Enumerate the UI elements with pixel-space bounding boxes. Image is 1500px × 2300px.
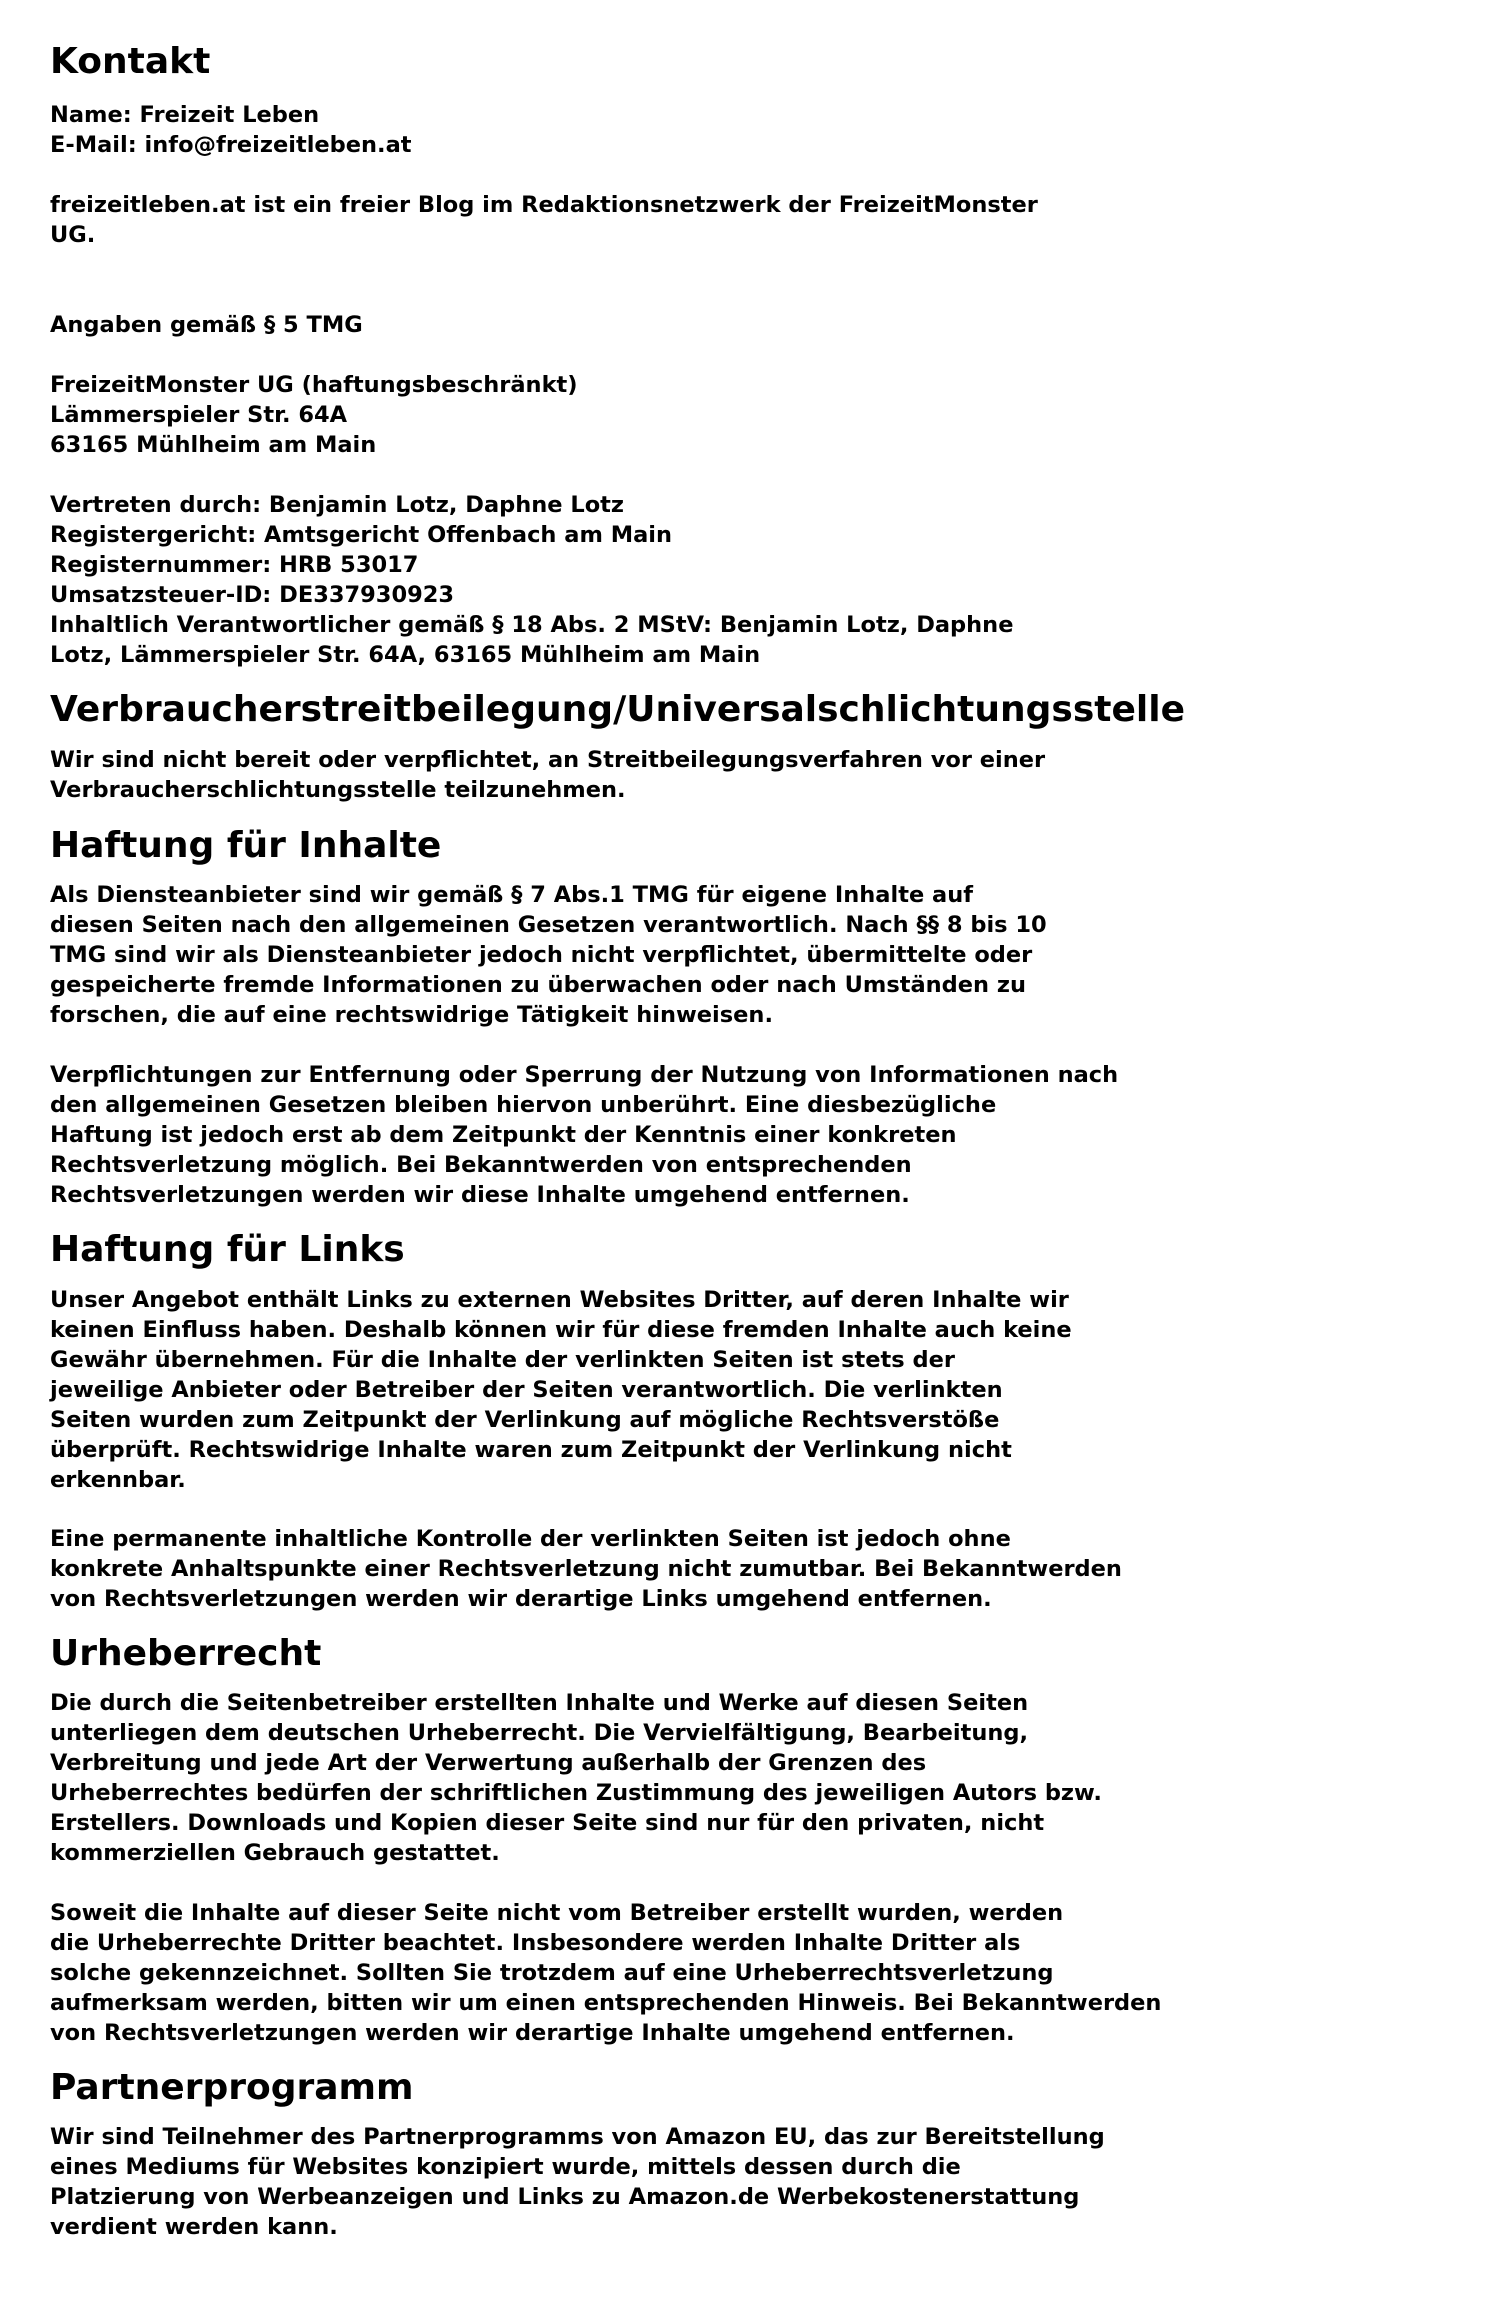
urheber-p2-line: von Rechtsverletzungen werden wir derartige Inhalte umgehend entfernen. (50, 2020, 1015, 2046)
links-p1-line: keinen Einfluss haben. Deshalb können wir für diese fremden Inhalte auch keine (50, 1317, 1072, 1343)
kontakt-blog-line: UG. (50, 222, 96, 248)
verbraucher-line: Verbraucherschlichtungsstelle teilzunehmen. (50, 777, 626, 803)
kontakt-email-link[interactable]: info@freizeitleben.at (144, 132, 412, 158)
urheber-p1-line: Urheberrechtes bedürfen der schriftlichen Zustimmung des jeweiligen Autors bzw. (50, 1780, 1102, 1806)
urheber-paragraph-1 (50, 1688, 1102, 1868)
urheber-p1-line: Erstellers. Downloads und Kopien dieser Seite sind nur für den privaten, nicht (50, 1810, 1045, 1836)
inhalte-p2-line: Haftung ist jedoch erst ab dem Zeitpunkt der Kenntnis einer konkreten (50, 1122, 957, 1148)
urheber-paragraph-2 (50, 1898, 1161, 2048)
urheber-p2-line: Soweit die Inhalte auf dieser Seite nicht vom Betreiber erstellt wurden, werden (50, 1900, 1064, 1926)
inhalte-p1-line: TMG sind wir als Diensteanbieter jedoch nicht verpflichtet, übermittelte oder (50, 942, 1033, 968)
details-line: Inhaltlich Verantwortlicher gemäß § 18 Abs. 2 MStV: Benjamin Lotz, Daphne (50, 612, 1014, 638)
links-heading: Haftung für Links (50, 1229, 405, 1270)
kontakt-blog-line: freizeitleben.at ist ein freier Blog im Redaktionsnetzwerk der FreizeitMonster (50, 192, 1038, 218)
partner-heading: Partnerprogramm (50, 2067, 414, 2108)
address-line: Lämmerspieler Str. 64A (50, 402, 348, 428)
urheber-p1-line: Die durch die Seitenbetreiber erstellten Inhalte und Werke auf diesen Seiten (50, 1690, 1029, 1716)
angaben-details (50, 490, 1013, 670)
inhalte-p1-line: gespeicherte fremde Informationen zu überwachen oder nach Umständen zu (50, 972, 1027, 998)
kontakt-email-label: E-Mail: (50, 132, 145, 158)
kontakt-blog-text (50, 190, 1038, 250)
inhalte-p1-line: diesen Seiten nach den allgemeinen Gesetzen verantwortlich. Nach §§ 8 bis 10 (50, 912, 1047, 938)
inhalte-p1-line: Als Diensteanbieter sind wir gemäß § 7 Abs.1 TMG für eigene Inhalte auf (50, 882, 974, 908)
kontakt-details (50, 100, 412, 160)
address-line: 63165 Mühlheim am Main (50, 432, 377, 458)
inhalte-p2-line: den allgemeinen Gesetzen bleiben hiervon unberührt. Eine diesbezügliche (50, 1092, 997, 1118)
links-p2-line: von Rechtsverletzungen werden wir derartige Links umgehend entfernen. (50, 1586, 992, 1612)
inhalte-p2-line: Rechtsverletzungen werden wir diese Inhalte umgehend entfernen. (50, 1182, 910, 1208)
inhalte-paragraph-2 (50, 1060, 1118, 1210)
links-p1-line: Gewähr übernehmen. Für die Inhalte der verlinkten Seiten ist stets der (50, 1347, 955, 1373)
verbraucher-heading: Verbraucherstreitbeilegung/Universalschlichtungsstelle (50, 689, 1185, 730)
angaben-title (50, 310, 363, 340)
urheber-p1-line: kommerziellen Gebrauch gestattet. (50, 1840, 500, 1866)
urheber-p2-line: solche gekennzeichnet. Sollten Sie trotzdem auf eine Urheberrechtsverletzung (50, 1960, 1054, 1986)
links-p1-line: erkennbar. (50, 1467, 186, 1493)
verbraucher-line: Wir sind nicht bereit oder verpflichtet, an Streitbeilegungsverfahren vor einer (50, 747, 1046, 773)
partner-line: Wir sind Teilnehmer des Partnerprogramms von Amazon EU, das zur Bereitstellung (50, 2124, 1105, 2150)
urheber-p1-line: Verbreitung und jede Art der Verwertung außerhalb der Grenzen des (50, 1750, 927, 1776)
urheber-p1-line: unterliegen dem deutschen Urheberrecht. Die Vervielfältigung, Bearbeitung, (50, 1720, 1029, 1746)
links-p1-line: Seiten wurden zum Zeitpunkt der Verlinkung auf mögliche Rechtsverstöße (50, 1407, 1000, 1433)
angaben-title-text: Angaben gemäß § 5 TMG (50, 312, 363, 338)
inhalte-p1-line: forschen, die auf eine rechtswidrige Tätigkeit hinweisen. (50, 1002, 773, 1028)
urheber-heading: Urheberrecht (50, 1633, 322, 1674)
links-p2-line: konkrete Anhaltspunkte einer Rechtsverletzung nicht zumutbar. Bei Bekanntwerden (50, 1556, 1122, 1582)
links-p1-line: überprüft. Rechtswidrige Inhalte waren zum Zeitpunkt der Verlinkung nicht (50, 1437, 1012, 1463)
links-p2-line: Eine permanente inhaltliche Kontrolle der verlinkten Seiten ist jedoch ohne (50, 1526, 1011, 1552)
angaben-address (50, 370, 578, 460)
links-p1-line: jeweilige Anbieter oder Betreiber der Seiten verantwortlich. Die verlinkten (50, 1377, 1003, 1403)
kontakt-name: Name: Freizeit Leben (50, 102, 320, 128)
verbraucher-text (50, 745, 1045, 805)
inhalte-heading: Haftung für Inhalte (50, 825, 442, 866)
urheber-p2-line: die Urheberrechte Dritter beachtet. Insbesondere werden Inhalte Dritter als (50, 1930, 1021, 1956)
partner-line: verdient werden kann. (50, 2214, 338, 2240)
links-paragraph-1 (50, 1285, 1072, 1495)
details-line: Registergericht: Amtsgericht Offenbach am Main (50, 522, 673, 548)
partner-line: eines Mediums für Websites konzipiert wurde, mittels dessen durch die (50, 2154, 961, 2180)
kontakt-heading: Kontakt (50, 41, 211, 82)
inhalte-p2-line: Rechtsverletzung möglich. Bei Bekanntwerden von entsprechenden (50, 1152, 912, 1178)
partner-text (50, 2122, 1105, 2242)
details-line: Vertreten durch: Benjamin Lotz, Daphne Lotz (50, 492, 625, 518)
details-line: Lotz, Lämmerspieler Str. 64A, 63165 Mühlheim am Main (50, 642, 761, 668)
kontakt-email-line (50, 130, 412, 160)
details-line: Registernummer: HRB 53017 (50, 552, 419, 578)
inhalte-paragraph-1 (50, 880, 1047, 1030)
inhalte-p2-line: Verpflichtungen zur Entfernung oder Sperrung der Nutzung von Informationen nach (50, 1062, 1119, 1088)
address-line: FreizeitMonster UG (haftungsbeschränkt) (50, 372, 578, 398)
details-line: Umsatzsteuer-ID: DE337930923 (50, 582, 455, 608)
partner-line: Platzierung von Werbeanzeigen und Links zu Amazon.de Werbekostenerstattung (50, 2184, 1080, 2210)
links-p1-line: Unser Angebot enthält Links zu externen Websites Dritter, auf deren Inhalte wir (50, 1287, 1069, 1313)
links-paragraph-2 (50, 1524, 1122, 1614)
urheber-p2-line: aufmerksam werden, bitten wir um einen entsprechenden Hinweis. Bei Bekanntwerden (50, 1990, 1162, 2016)
